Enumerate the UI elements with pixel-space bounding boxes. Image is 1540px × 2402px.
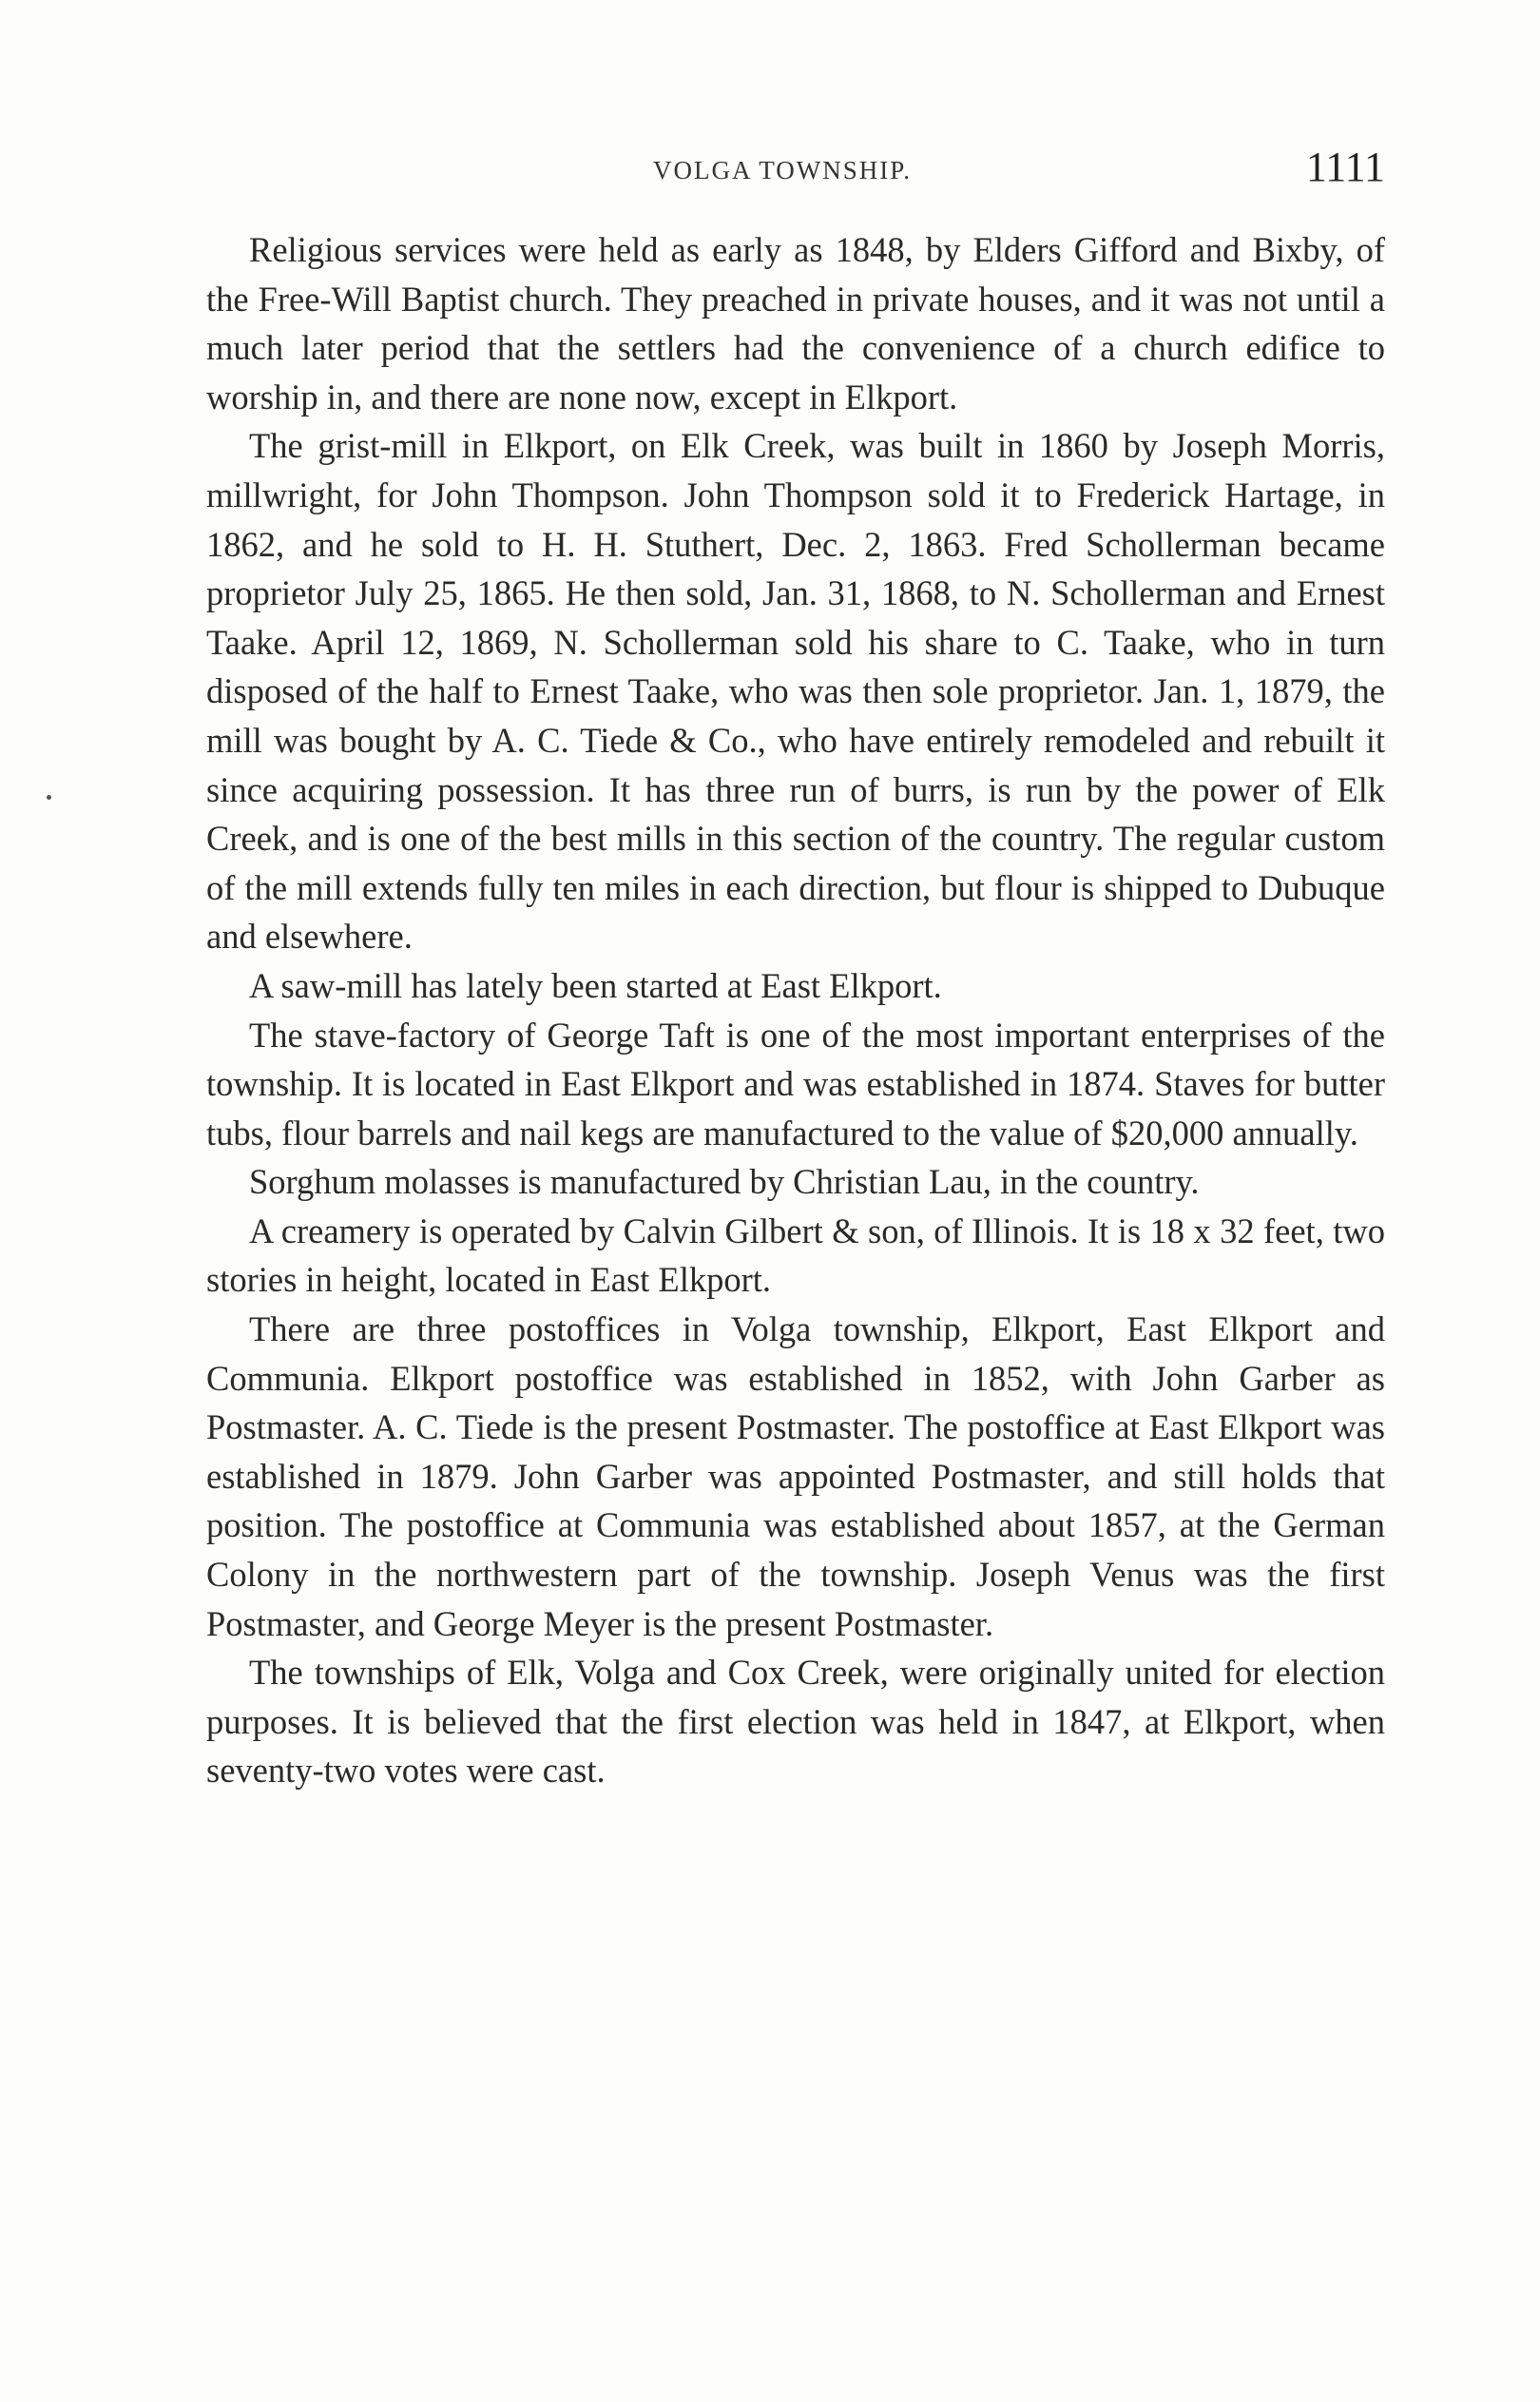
paragraph-grist-mill: The grist-mill in Elkport, on Elk Creek, was built in 1860 by Joseph Morris, millwright, for John Thompson. John Thompson sold it to Frederick Hartage, in 1862, and he sold to H. H. Stuthert, Dec. 2, 1863. Fred Schollerman became proprietor July 25, 1865. He then sold, Jan. 31, 1868, to N. Schollerman and Ernest Taake. April 12, 1869, N. Schollerman sold his share to C. Taake, who in turn disposed of the half to Ernest Taake, who was then sole proprietor. Jan. 1, 1879, the mill was bought by A. C. Tiede & Co., who have entirely remodeled and rebuilt it since acquiring possession. It has three run of burrs, is run by the power of Elk Creek, and is one of the best mills in this section of the country. The regular custom of the mill extends fully ten miles in each direction, but flour is shipped to Dubuque and elsewhere. <box>206 426 1385 957</box>
body-text <box>206 225 1385 1795</box>
page-number: 1111 <box>1305 144 1385 190</box>
paragraph-elections: The townships of Elk, Volga and Cox Creek, were originally united for election purposes. It is believed that the first election was held in 1847, at Elkport, when seventy-two votes were cast. <box>206 1653 1385 1791</box>
paragraph-stave-factory: The stave-factory of George Taft is one of the most important enterprises of the township. It is located in East Elkport and was established in 1874. Staves for butter tubs, flour barrels and nail kegs are manufactured to the value of $20,000 annually. <box>206 1015 1385 1153</box>
paragraph-creamery: A creamery is operated by Calvin Gilbert & son, of Illinois. It is 18 x 32 feet, two stories in height, located in East Elkport. <box>206 1211 1385 1300</box>
paragraph-religious-services: Religious services were held as early as 1848, by Elders Gifford and Bixby, of the Free-Will Baptist church. They preached in private houses, and it was not until a much later period that the settlers had the convenience of a church edifice to worship in, and there are none now, except in Elkport. <box>206 230 1385 416</box>
page-header <box>206 143 1385 200</box>
running-head: VOLGA TOWNSHIP. <box>653 156 913 184</box>
margin-speck <box>47 795 51 800</box>
paragraph-saw-mill: A saw-mill has lately been started at East Elkport. <box>249 965 942 1005</box>
paragraph-sorghum: Sorghum molasses is manufactured by Christian Lau, in the country. <box>249 1162 1200 1202</box>
paragraph-postoffices: There are three postoffices in Volga township, Elkport, East Elkport and Communia. Elkport postoffice was established in 1852, with John Garber as Postmaster. A. C. Tiede is the present Postmaster. The postoffice at East Elkport was established in 1879. John Garber was appointed Postmaster, and still holds that position. The postoffice at Communia was established about 1857, at the German Colony in the northwestern part of the township. Joseph Venus was the first Postmaster, and George Meyer is the present Postmaster. <box>206 1309 1385 1643</box>
